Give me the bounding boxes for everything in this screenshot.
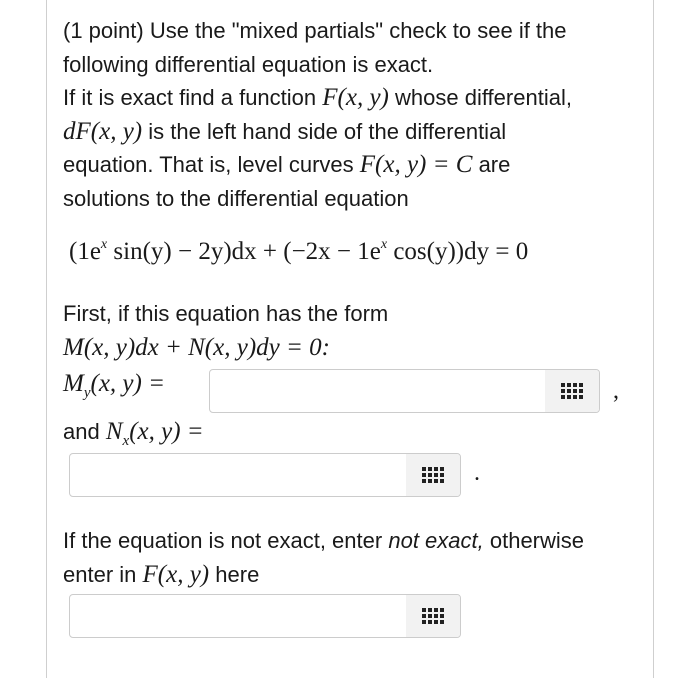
nx-rest: (x, y) =: [129, 417, 204, 445]
grid-icon: [422, 608, 444, 624]
my-rest: (x, y) =: [90, 370, 165, 397]
my-answer-box: [209, 369, 600, 413]
not-exact-line: [63, 524, 584, 558]
intro-line-3-tail: whose differential,: [395, 85, 572, 110]
df-xy-math: dF(x, y): [63, 117, 143, 145]
nx-period: .: [474, 460, 480, 486]
equation-part-3: cos(y))dy = 0: [387, 238, 529, 265]
not-exact-em: not exact,: [388, 528, 484, 553]
my-input[interactable]: [210, 370, 547, 412]
intro-line-6: solutions to the differential equation: [63, 185, 409, 211]
f-equation-editor-button[interactable]: [406, 595, 460, 637]
intro-line-5-text: equation. That is, level curves: [63, 152, 354, 177]
nx-letter: N: [105, 417, 123, 445]
equation-exp-2: x: [380, 236, 388, 252]
problem-text: [63, 14, 643, 215]
nx-answer-box: [69, 453, 461, 497]
here-text: here: [215, 561, 260, 587]
enter-in-text: enter in: [63, 561, 137, 587]
and-text: and: [63, 418, 100, 444]
form-math: M(x, y)dx + N(x, y)dy = 0:: [63, 333, 330, 361]
f-xy-math-2: F(x, y): [142, 560, 210, 588]
f-input[interactable]: [70, 595, 408, 637]
equation-exp-1: x: [100, 236, 108, 252]
nx-equation-editor-button[interactable]: [406, 454, 460, 496]
differential-equation: [69, 238, 528, 266]
equation-part-2: sin(y) − 2y)dx + (−2x − 1e: [107, 238, 381, 265]
intro-line-5: [63, 148, 643, 182]
my-comma: ,: [613, 378, 619, 404]
intro-line-4: [63, 115, 643, 149]
my-letter: M: [63, 370, 84, 397]
intro-line-2: following differential equation is exact.: [63, 51, 434, 77]
solution-section: [63, 524, 584, 591]
intro-line-1: (1 point) Use the "mixed partials" check to see if the: [63, 18, 567, 43]
grid-icon: [561, 383, 583, 399]
nx-input[interactable]: [70, 454, 408, 496]
enter-f-line: [63, 558, 584, 592]
equation-part-1: (1e: [69, 238, 101, 265]
intro-line-5-tail: are: [478, 152, 511, 177]
f-eq-c-math: F(x, y) = C: [359, 151, 473, 178]
my-subscript: y: [83, 385, 91, 402]
f-answer-box: [69, 594, 461, 638]
intro-line-4-text: is the left hand side of the differential: [148, 118, 507, 144]
not-exact-post: otherwise: [489, 528, 585, 553]
grid-icon: [422, 467, 444, 483]
nx-label: [63, 415, 388, 458]
f-xy-math: F(x, y): [322, 84, 389, 111]
not-exact-pre: If the equation is not exact, enter: [63, 528, 383, 553]
intro-line-3: [63, 81, 643, 115]
first-text: First, if this equation has the form: [63, 301, 389, 326]
intro-line-3-text: If it is exact find a function: [63, 85, 317, 110]
nx-subscript: x: [122, 433, 130, 450]
my-equation-editor-button[interactable]: [545, 370, 599, 412]
